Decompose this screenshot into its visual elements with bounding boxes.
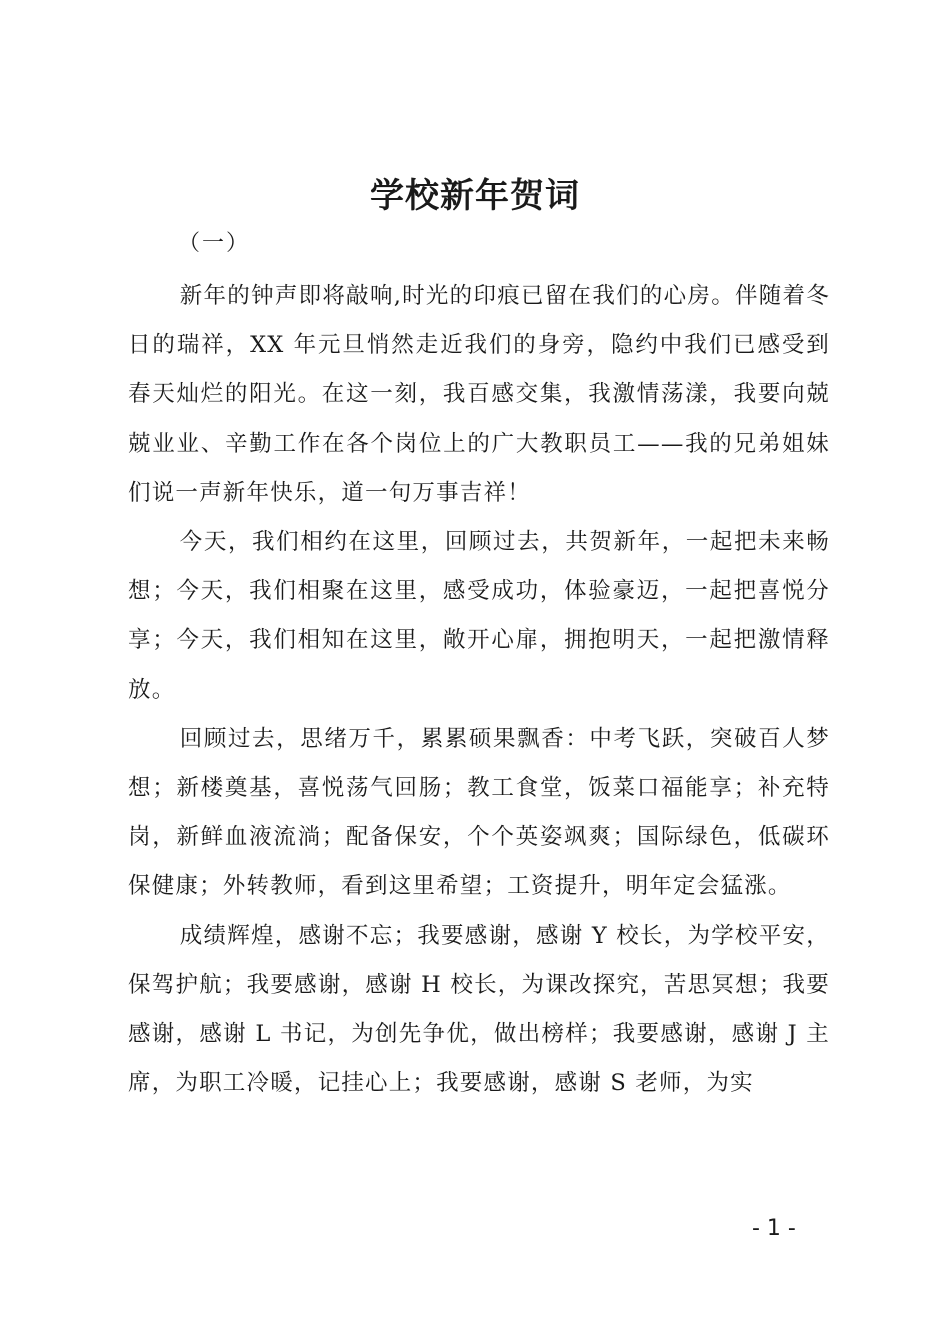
paragraph: 成绩辉煌，感谢不忘；我要感谢，感谢 Y 校长，为学校平安，保驾护航；我要感谢，感谢 H 校长，为课改探究，苦思冥想；我要感谢，感谢 L 书记，为创先争优，做出榜样；我要感谢，感谢 J 主席，为职工冷暖，记挂心上；我要感谢，感谢 S 老师，为实 [128, 922, 830, 1097]
page-number: - 1 - [752, 1216, 796, 1241]
document-title: 学校新年贺词 [370, 176, 580, 216]
section-label: （一） [178, 231, 251, 256]
paragraph: 回顾过去，思绪万千，累累硕果飘香：中考飞跃，突破百人梦想；新楼奠基，喜悦荡气回肠；教工食堂，饭菜口福能享；补充特岗，新鲜血液流淌；配备保安，个个英姿飒爽；国际绿色，低碳环保健康；外转教师，看到这里希望；工资提升，明年定会猛涨。 [128, 725, 830, 900]
document-body [128, 272, 830, 1108]
paragraph: 今天，我们相约在这里，回顾过去，共贺新年，一起把未来畅想；今天，我们相聚在这里，感受成功，体验豪迈，一起把喜悦分享；今天，我们相知在这里，敞开心扉，拥抱明天，一起把激情释放。 [128, 529, 830, 703]
paragraph: 新年的钟声即将敲响,时光的印痕已留在我们的心房。伴随着冬日的瑞祥，XX 年元旦悄然走近我们的身旁，隐约中我们已感受到春天灿烂的阳光。在这一刻，我百感交集，我激情荡漾，我要向兢兢业业、辛勤工作在各个岗位上的广大教职员工——我的兄弟姐妹们说一声新年快乐，道一句万事吉祥！ [128, 283, 830, 506]
